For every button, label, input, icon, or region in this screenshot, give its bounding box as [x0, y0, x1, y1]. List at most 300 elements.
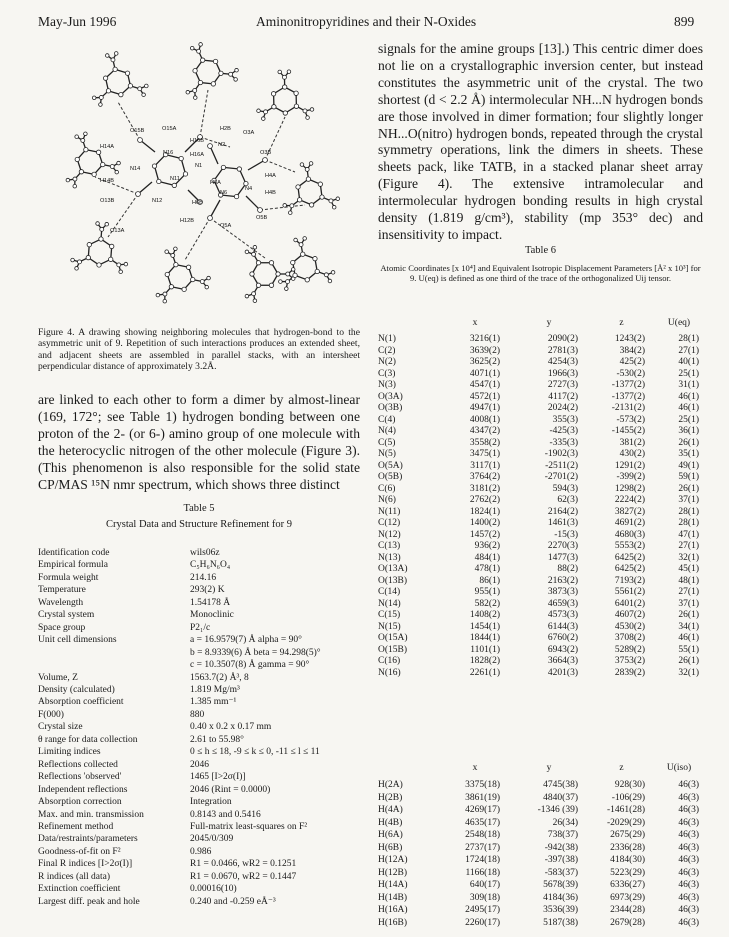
table5-value: R1 = 0.0466, wR2 = 0.1251 [190, 859, 297, 870]
table6-cell: 4008(1) [469, 414, 500, 425]
table6-row [378, 518, 703, 530]
table5-row [38, 721, 360, 733]
table6-atom: N(2) [378, 357, 396, 368]
figure4-atom-label: O15A [162, 126, 177, 132]
table6-h-row [378, 904, 703, 917]
table6-cell: 4572(1) [469, 391, 500, 402]
table5-property: Crystal size [38, 722, 83, 733]
table6-h-cell: -397(38) [544, 855, 578, 865]
table6-atom: N(4) [378, 426, 396, 437]
table6-h-column-header: y [546, 763, 552, 773]
table6-h-column-header: z [619, 763, 624, 773]
table5-row [38, 547, 360, 559]
table6-cell: 478(1) [474, 564, 500, 575]
table6-h-cell: 46(3) [678, 905, 699, 915]
table6-row [378, 380, 703, 392]
table6-row [378, 553, 703, 565]
table5-value: 1.54178 Å [190, 597, 231, 608]
table5-value: 1563.7(2) Å³, 8 [190, 672, 249, 683]
figure4-atom-label: O15B [130, 128, 145, 134]
table6-cell: 1844(1) [469, 633, 500, 644]
table5-value: 2.61 to 55.98° [190, 734, 244, 745]
table5-property: Unit cell dimensions [38, 635, 117, 646]
table6-h-cell: 2675(29) [610, 830, 645, 840]
table6-cell: 36(1) [678, 426, 699, 437]
table6-h-cell: -942(38) [544, 842, 578, 853]
table6-atom: C(5) [378, 437, 396, 448]
table5-property: Reflections 'observed' [38, 772, 122, 783]
table6-atom: O(13A) [378, 564, 408, 575]
table6-atom: N(5) [378, 449, 396, 460]
table6-h-atom: H(6B) [378, 842, 403, 853]
table6-row [378, 449, 703, 461]
table5-property: Final R indices [I>2σ(I)] [38, 859, 133, 870]
table6-row [378, 415, 703, 427]
table6-h-cell: -1346 (39) [537, 805, 578, 815]
figure4-atom-label: O5A [220, 223, 232, 229]
figure4-atom-label: N2 [218, 142, 226, 148]
figure4-atom-label: N1 [195, 163, 203, 169]
table6-cell: 4254(3) [547, 357, 578, 368]
table6-h-atom: H(12A) [378, 855, 408, 865]
figure4-caption: Figure 4. A drawing showing neighboring molecules that hydrogen-bond to the asymmetric unit of 9. Repetition of such interactions produces an extended sheet, and adjacent sheets are assembled in parallel stacks, with an intersheet perpendicular distance of approximately 3.2Å. [38, 327, 360, 373]
figure4-atom-label: N11 [170, 176, 180, 182]
right-body-paragraph: signals for the amine groups [13].) This centric dimer does not lie on a crystallographic inversion center, but instead constitutes the asymmetric unit of the crystal. The two shortest (d < 2.2 Å) intermolecular NH...N hydrogen bonds are those involved in dimer formation; four slightly longer NH...O(nitro) hydrogen bonds, repeated through the crystal symmetry operations, link the dimers in sheets. These sheets pack, like TATB, in a stacked planar sheet array (Figure 4). The extensive intramolecular and intermolecular hydrogen bonding results in high crystal density (1.819 g/cm³), stability (mp 353° dec) and insensitivity to impact. [378, 41, 703, 242]
table6-column-header: y [546, 318, 552, 328]
table6-cell: 27(1) [678, 541, 699, 552]
running-header-date: May-Jun 1996 [38, 14, 117, 29]
table5-property: Identification code [38, 548, 110, 558]
table6-cell: 86(1) [479, 575, 500, 586]
table6-atom: C(4) [378, 414, 396, 425]
table6-cell: 4659(3) [547, 598, 578, 609]
table6-cell: -2131(2) [611, 403, 645, 414]
table6-cell: 936(2) [474, 541, 500, 552]
figure4-atom-label: H14A [100, 144, 114, 150]
table5-row [38, 883, 360, 895]
table6-cell: 6401(2) [614, 598, 645, 609]
table6-row [378, 610, 703, 622]
table6-cell: 4573(3) [547, 610, 578, 621]
figure4-atom-label: H4B [265, 190, 276, 196]
table6-cell: 4680(3) [614, 529, 645, 540]
table6-cell: 6425(2) [614, 564, 645, 575]
table6-column-header [378, 312, 440, 334]
table6-atom: C(13) [378, 541, 401, 552]
table6-h-cell: 738(37) [547, 830, 578, 840]
figure4-atom-label: O3A [243, 130, 255, 136]
table5-value: 2045/0/309 [190, 834, 234, 845]
table6-cell: 37(1) [678, 495, 699, 506]
table6-h-row [378, 842, 703, 855]
table6-cell: 4071(1) [469, 368, 500, 379]
table6-h-cell: 2737(17) [465, 842, 500, 853]
table6-cell: 26(1) [678, 610, 699, 621]
table6-cell: 3764(2) [469, 472, 500, 483]
table6-h-row [378, 829, 703, 842]
table6-atom: O(15A) [378, 633, 408, 644]
table6-cell: 2762(2) [469, 495, 500, 506]
table5-property: Crystal system [38, 610, 95, 621]
table6-atom: N(13) [378, 552, 401, 563]
table6-atom: C(15) [378, 610, 401, 621]
table6-cell: 3216(1) [469, 334, 500, 344]
table5-row [38, 846, 360, 858]
table5-property: Empirical formula [38, 560, 108, 571]
table6-row [378, 541, 703, 553]
table6-cell: 484(1) [474, 552, 500, 563]
table5-value: 0.240 and -0.259 eÅ⁻³ [190, 896, 276, 907]
figure4-drawing [60, 42, 340, 312]
table6-h-cell: 2344(28) [610, 905, 645, 915]
table6-atom: C(16) [378, 656, 401, 667]
table6-h-cell: 46(3) [678, 780, 699, 790]
table6-h-cell: 2679(28) [610, 917, 645, 928]
table5-value: 1465 [I>2σ(I)] [190, 772, 246, 783]
figure4-atom-label: N6 [220, 190, 228, 196]
table6-atom: O(5B) [378, 472, 403, 483]
table5-property: θ range for data collection [38, 734, 138, 745]
table6-atom: O(13B) [378, 575, 408, 586]
table6-row [378, 495, 703, 507]
table5-row [38, 672, 360, 684]
table6-atom: N(3) [378, 380, 396, 391]
table6-h-column-header: x [472, 763, 478, 773]
table5-row [38, 559, 360, 571]
table6-row [378, 438, 703, 450]
table5-row [38, 572, 360, 584]
table6-cell: -573(2) [616, 414, 645, 425]
table6-row [378, 576, 703, 588]
table5-row [38, 809, 360, 821]
table6-cell: 2261(1) [469, 667, 500, 678]
table5-property [38, 647, 190, 659]
table6-h-atom: H(14B) [378, 892, 408, 903]
table6-h-atom: H(4A) [378, 805, 403, 815]
table6-cell: -2511(2) [545, 460, 578, 471]
table6-h-atom: H(2A) [378, 780, 403, 790]
table6-cell: 37(1) [678, 598, 699, 609]
table6-atom: O(15B) [378, 644, 408, 655]
table6-cell: 4607(2) [614, 610, 645, 621]
table6-cell: 3117(1) [470, 460, 500, 471]
table6-h-cell: 5678(39) [543, 880, 578, 890]
table6-cell: 26(1) [678, 483, 699, 494]
table6-h-row [378, 779, 703, 792]
table5-value: a = 16.9579(7) Å alpha = 90° [190, 635, 302, 646]
running-header-title: Aminonitropyridines and their N-Oxides [256, 14, 477, 29]
table5-property: Largest diff. peak and hole [38, 896, 140, 907]
table5-property: Temperature [38, 585, 86, 596]
table6-cell: 1457(2) [469, 529, 500, 540]
table6-h-cell: 4745(38) [543, 780, 578, 790]
table6-atom: N(11) [378, 506, 401, 517]
table6-column-header: x [472, 318, 478, 328]
table5-row [38, 784, 360, 796]
table5-row [38, 597, 360, 609]
table6-row [378, 403, 703, 415]
table6-h-column-header [378, 757, 440, 779]
table6-h-atom: H(16A) [378, 905, 408, 915]
figure4-atom-label: N14 [130, 166, 141, 172]
table6-cell: 28(1) [678, 518, 699, 529]
table6-cell: 425(2) [619, 357, 645, 368]
table6-cell: 4947(1) [469, 403, 500, 414]
table6-h-atom: H(2B) [378, 792, 403, 803]
table6-cell: 7193(2) [614, 575, 645, 586]
figure4-atom-label: H16B [190, 138, 204, 144]
table5-value: 1.819 Mg/m³ [190, 684, 240, 695]
table5-property: Wavelength [38, 597, 84, 608]
table6-cell: 4347(2) [469, 426, 500, 437]
table6-atom: N(14) [378, 598, 401, 609]
table6-cell: -1377(2) [611, 391, 645, 402]
table6-cell: 55(1) [678, 644, 699, 655]
table6-cell: 5561(2) [614, 587, 645, 598]
table6-cell: 4547(1) [469, 380, 500, 391]
table5-row [38, 821, 360, 833]
table5-property: Space group [38, 622, 86, 633]
table6-h-cell: 4184(36) [543, 892, 578, 903]
table6-cell: -2701(2) [544, 472, 578, 483]
table6-cell: 1828(2) [469, 656, 500, 667]
table6-cell: 25(1) [678, 368, 699, 379]
table6-row [378, 633, 703, 645]
figure4-atom-label: O5B [256, 215, 268, 221]
table6-h-cell: -106(29) [611, 792, 645, 803]
table6-row [378, 484, 703, 496]
table6-cell: 1461(3) [547, 518, 578, 529]
table6-cell: 35(1) [678, 449, 699, 460]
table6-cell: 6943(2) [547, 644, 578, 655]
table6-cell: 4530(2) [614, 621, 645, 632]
table5-property: Data/restraints/parameters [38, 834, 138, 845]
table6-h-cell: 4635(17) [465, 817, 500, 828]
table6-atom: C(6) [378, 483, 396, 494]
table6-h-atom: H(6A) [378, 830, 403, 840]
table5-row [38, 746, 360, 758]
table5-row [38, 896, 360, 908]
table6-atomic-coordinates [378, 312, 703, 679]
table6-h-column-header: U(iso) [666, 763, 692, 773]
table5-row [38, 647, 360, 659]
table6-cell: -1455(2) [611, 426, 645, 437]
table6-cell: 6760(2) [547, 633, 578, 644]
table5-property: Goodness-of-fit on F² [38, 846, 121, 857]
table6-h-cell: 4840(37) [543, 792, 578, 803]
table6-cell: 582(2) [474, 598, 500, 609]
table6-cell: 46(1) [678, 403, 699, 414]
table6-atom: O(3A) [378, 391, 403, 402]
table6-h-cell: 3375(18) [465, 780, 500, 790]
table6-row [378, 472, 703, 484]
table5-row [38, 833, 360, 845]
table5-property: Limiting indices [38, 747, 101, 758]
figure4-atom-label: N4 [245, 186, 253, 192]
table6-cell: 59(1) [678, 472, 699, 483]
table5-row [38, 759, 360, 771]
table5-property [38, 659, 190, 671]
table6-atom: N(1) [378, 334, 396, 344]
figure4-atom-label: O13B [100, 198, 115, 204]
table6-row [378, 668, 703, 680]
table6-cell: 32(1) [678, 667, 699, 678]
table6-cell: 27(1) [678, 345, 699, 356]
table5-row [38, 684, 360, 696]
table6-h-cell: 46(3) [678, 792, 699, 803]
table6-row [378, 599, 703, 611]
table5-value: 214.16 [190, 572, 217, 583]
table6-h-cell: 2260(17) [465, 917, 500, 928]
table5-row [38, 584, 360, 596]
table6-h-cell: 1724(18) [465, 855, 500, 865]
table6-cell: 3181(2) [469, 483, 500, 494]
table6-cell: 47(1) [678, 529, 699, 540]
table6-h-cell: 26(34) [552, 817, 578, 828]
table6-cell: 6425(2) [614, 552, 645, 563]
table6-cell: 31(1) [678, 380, 699, 391]
table5-value: 1.385 mm⁻¹ [190, 697, 237, 708]
table5-row [38, 622, 360, 634]
table5-value: 293(2) K [190, 585, 225, 596]
table6-cell: 28(1) [678, 334, 699, 344]
table6-row [378, 507, 703, 519]
figure4-atom-label: H4A [265, 173, 276, 179]
table6-hydrogen-coordinates [378, 757, 703, 929]
table5-property: Absorption correction [38, 797, 122, 808]
table6-h-cell: 640(17) [469, 880, 500, 890]
left-body-paragraph: are linked to each other to form a dimer by almost-linear (169, 172°; see Table 1) hydrogen bonding between one proton of the 2- (or 6-) amino group of one molecule with the heterocyclic nitrogen of the other molecule (Figure 3). (This phenomenon is also responsible for the solid state CP/MAS ¹⁵N nmr spectrum, which shows three distinct [38, 392, 360, 492]
table6-h-cell: 46(3) [678, 880, 699, 890]
table5-property: Density (calculated) [38, 684, 115, 695]
table6-row [378, 426, 703, 438]
table6-cell: 46(1) [678, 633, 699, 644]
table6-h-cell: 46(3) [678, 867, 699, 878]
table6-h-cell: 46(3) [678, 842, 699, 853]
table6-row [378, 645, 703, 657]
table5-property: Extinction coefficient [38, 884, 121, 895]
table5-value: c = 10.3507(8) Å gamma = 90° [190, 660, 310, 671]
table6-cell: 3558(2) [469, 437, 500, 448]
page-number: 899 [674, 14, 695, 29]
table6-atom: N(6) [378, 495, 396, 506]
table6-h-cell: 6973(29) [610, 892, 645, 903]
table6-cell: 2839(2) [614, 667, 645, 678]
table6-cell: 594(3) [552, 483, 578, 494]
table6-cell: 3873(3) [547, 587, 578, 598]
table5-property: Volume, Z [38, 672, 78, 683]
table6-cell: 955(1) [474, 587, 500, 598]
table6-cell: 4117(2) [548, 391, 578, 402]
table6-cell: 26(1) [678, 437, 699, 448]
table6-cell: -15(3) [554, 529, 578, 540]
table6-atom: N(15) [378, 621, 401, 632]
table6-cell: 3625(2) [469, 357, 500, 368]
table6-atom: N(12) [378, 529, 401, 540]
table6-cell: 384(2) [619, 345, 645, 356]
table6-cell: -335(3) [549, 437, 578, 448]
table6-atom: O(5A) [378, 460, 403, 471]
table6-h-cell: 46(3) [678, 917, 699, 928]
table5-label: Table 5 [183, 503, 215, 514]
table6-cell: 48(1) [678, 575, 699, 586]
table6-cell: 3664(3) [547, 656, 578, 667]
table6-h-cell: -1461(28) [607, 805, 645, 815]
table5-value: Full-matrix least-squares on F² [190, 821, 308, 832]
table6-atom: C(12) [378, 518, 401, 529]
table5-row [38, 659, 360, 671]
table6-cell: -425(3) [549, 426, 578, 437]
table6-atom: C(3) [378, 368, 396, 379]
table6-h-row [378, 792, 703, 805]
table5-row [38, 796, 360, 808]
table6-row [378, 564, 703, 576]
table6-row [378, 656, 703, 668]
table6-cell: 3827(2) [614, 506, 645, 517]
table6-h-cell: 6336(27) [610, 880, 645, 890]
table6-label: Table 6 [524, 245, 557, 256]
table6-h-cell: -583(37) [544, 867, 578, 878]
table6-cell: 5289(2) [614, 644, 645, 655]
table5-value: Monoclinic [190, 610, 234, 621]
table6-cell: 1477(3) [547, 552, 578, 563]
table6-cell: -1902(3) [544, 449, 578, 460]
table5-value: 2046 (Rint = 0.0000) [190, 784, 271, 795]
table6-h-row [378, 892, 703, 905]
table6-cell: 34(1) [678, 621, 699, 632]
figure4-atom-label: H6B [192, 200, 203, 206]
table6-h-row [378, 854, 703, 867]
table6-cell: 2164(2) [547, 506, 578, 517]
table6-cell: 25(1) [678, 414, 699, 425]
table6-row [378, 461, 703, 473]
table5-crystal-data [38, 547, 360, 908]
table5-property: Reflections collected [38, 759, 118, 770]
table6-cell: 1400(2) [469, 518, 500, 529]
table6-h-row [378, 917, 703, 930]
table6-h-cell: 46(3) [678, 892, 699, 903]
table6-cell: 3753(2) [614, 656, 645, 667]
table6-h-header-row [378, 757, 703, 779]
table6-cell: 62(3) [557, 495, 578, 506]
table6-h-row [378, 804, 703, 817]
table6-cell: 28(1) [678, 506, 699, 517]
table6-h-atom: H(4B) [378, 817, 403, 828]
table6-cell: 1824(1) [469, 506, 500, 517]
figure4-atom-label: H14B [100, 178, 114, 184]
table6-cell: 49(1) [678, 460, 699, 471]
table6-cell: 2090(2) [547, 334, 578, 344]
table6-h-cell: 309(18) [469, 892, 500, 903]
table6-cell: 5553(2) [614, 541, 645, 552]
table6-h-atom: H(12B) [378, 867, 408, 878]
table6-cell: 1966(3) [547, 368, 578, 379]
table6-cell: 2163(2) [547, 575, 578, 586]
table6-cell: -399(2) [616, 472, 645, 483]
table5-property: Formula weight [38, 572, 99, 583]
table6-h-row [378, 879, 703, 892]
figure4-atom-label: O13A [110, 228, 125, 234]
table5-property: R indices (all data) [38, 871, 111, 882]
table5-row [38, 696, 360, 708]
table6-header-row [378, 312, 703, 334]
table5-row [38, 871, 360, 883]
table6-row [378, 369, 703, 381]
table6-cell: -530(2) [616, 368, 645, 379]
table6-cell: 1101(1) [470, 644, 500, 655]
figure4-atom-label: H12B [180, 218, 194, 224]
table5-value: Integration [190, 797, 232, 808]
